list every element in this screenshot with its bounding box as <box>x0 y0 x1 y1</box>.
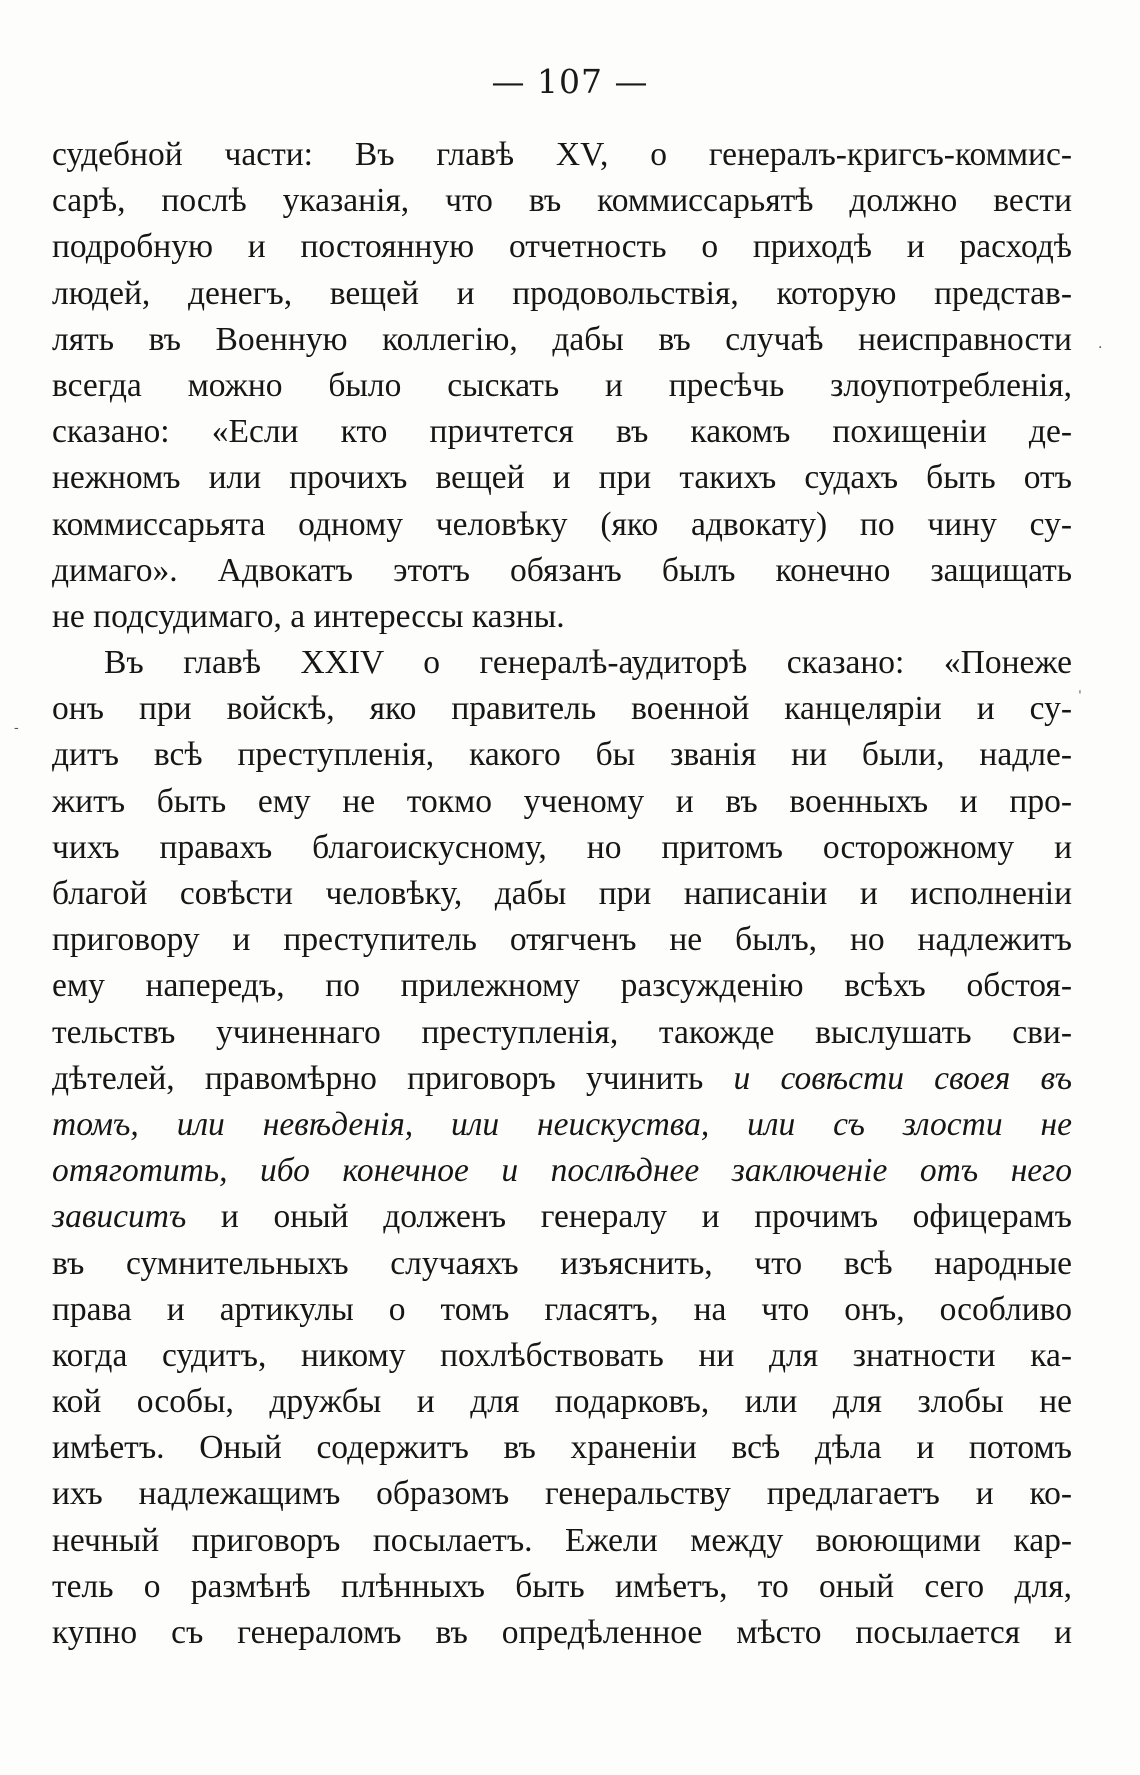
text-line <box>52 1379 1072 1425</box>
text-line <box>52 548 1072 594</box>
text-segment: судебной части: Въ главѣ XV, о генералъ-кригсъ-коммис- <box>52 136 1072 173</box>
text-segment: не подсудимаго, а интерессы казны. <box>52 597 565 635</box>
text-segment: Въ главѣ XXIV о генералѣ-аудиторѣ сказано: «Понеже <box>104 644 1072 682</box>
text-segment: ему напередъ, по прилежному разсужденію всѣхъ обстоя- <box>52 967 1072 1005</box>
text-line <box>52 640 1072 686</box>
text-segment: благой совѣсти человѣку, дабы при написаніи и исполненіи <box>52 875 1072 912</box>
text-line <box>52 1102 1072 1148</box>
text-segment: ихъ надлежащимъ образомъ генеральству предлагаетъ и ко- <box>52 1475 1072 1513</box>
text-segment: людей, денегъ, вещей и продовольствія, которую представ- <box>52 274 1072 312</box>
text-line <box>52 178 1072 224</box>
text-line <box>52 1148 1072 1194</box>
text-line <box>52 1010 1072 1056</box>
text-segment: нежномъ или прочихъ вещей и при такихъ судахъ быть отъ <box>52 459 1072 497</box>
text-line <box>52 963 1072 1009</box>
text-line <box>52 871 1072 917</box>
text-segment: дѣтелей, правомѣрно приговоръ учинить <box>52 1059 734 1097</box>
text-line <box>52 732 1072 778</box>
text-segment: тель о размѣнѣ плѣнныхъ быть имѣетъ, то оный сего для, <box>52 1567 1072 1605</box>
text-line <box>52 1333 1072 1379</box>
text-line <box>52 1518 1072 1564</box>
italic-segment: отяготить, ибо конечное и послѣднее заключеніе отъ него <box>52 1152 1072 1190</box>
body-text <box>52 132 1072 1656</box>
text-segment: купно съ генераломъ въ опредѣленное мѣсто посылается и <box>52 1614 1072 1651</box>
text-line <box>52 779 1072 825</box>
text-line <box>52 224 1072 270</box>
text-line <box>52 686 1072 732</box>
italic-segment: зависитъ <box>52 1198 187 1236</box>
text-line <box>52 1194 1072 1240</box>
text-line <box>52 917 1072 963</box>
text-line <box>52 1241 1072 1287</box>
text-segment: онъ при войскѣ, яко правитель военной канцеляріи и су- <box>52 690 1072 728</box>
text-line <box>52 1471 1072 1517</box>
text-line <box>52 132 1072 178</box>
text-segment: и оный долженъ генералу и прочимъ офицерамъ <box>186 1198 1072 1236</box>
italic-segment: томъ, или невѣденія, или неискуства, или съ злости не <box>52 1105 1072 1143</box>
text-segment: права и артикулы о томъ гласятъ, на что онъ, особливо <box>52 1290 1072 1328</box>
text-segment: чихъ правахъ благоискусному, но притомъ осторожному и <box>52 828 1072 866</box>
text-line <box>52 1564 1072 1610</box>
text-line <box>52 502 1072 548</box>
text-segment: лять въ Военную коллегію, дабы въ случаѣ неисправности <box>52 320 1072 358</box>
text-line <box>52 1056 1072 1102</box>
text-segment: нечный приговоръ посылаетъ. Ежели между воюющими кар- <box>52 1521 1072 1559</box>
text-line <box>52 317 1072 363</box>
text-segment: имѣетъ. Оный содержитъ въ храненіи всѣ дѣла и потомъ <box>52 1429 1072 1467</box>
text-line <box>52 455 1072 501</box>
text-line <box>52 594 1072 640</box>
text-segment: подробную и постоянную отчетность о приходѣ и расходѣ <box>52 228 1072 266</box>
text-segment: димаго». Адвокатъ этотъ обязанъ былъ конечно защищать <box>52 551 1072 589</box>
print-speck: ˌ <box>1078 680 1082 696</box>
text-segment: житъ быть ему не токмо ученому и въ военныхъ и про- <box>52 782 1072 820</box>
text-line <box>52 1287 1072 1333</box>
text-line <box>52 271 1072 317</box>
text-segment: приговору и преступитель отягченъ не былъ, но надлежитъ <box>52 921 1072 959</box>
print-speck: - <box>14 720 19 736</box>
text-segment: дитъ всѣ преступленія, какого бы званія ни были, надле- <box>52 736 1072 774</box>
text-segment: всегда можно было сыскать и пресѣчь злоупотребленія, <box>52 366 1072 404</box>
text-segment: сарѣ, послѣ указанія, что въ коммиссарьятѣ должно вести <box>52 182 1072 220</box>
italic-segment: и совѣсти своея въ <box>733 1059 1072 1097</box>
text-segment: сказано: «Если кто причтется въ какомъ похищеніи де- <box>52 413 1072 451</box>
text-line <box>52 363 1072 409</box>
text-segment: въ сумнительныхъ случаяхъ изъяснить, что всѣ народные <box>52 1244 1072 1282</box>
text-line <box>52 1425 1072 1471</box>
text-segment: тельствъ учиненнаго преступленія, такожде выслушать сви- <box>52 1013 1072 1051</box>
text-line <box>52 409 1072 455</box>
text-segment: кой особы, дружбы и для подарковъ, или для злобы не <box>52 1383 1072 1421</box>
print-speck: · <box>1098 340 1103 356</box>
text-line <box>52 825 1072 871</box>
text-line <box>52 1610 1072 1656</box>
page-number: — 107 — <box>491 62 649 101</box>
text-segment: когда судитъ, никому похлѣбствовать ни для знатности ка- <box>52 1336 1072 1374</box>
text-segment: коммиссарьята одному человѣку (яко адвокату) по чину су- <box>52 505 1072 543</box>
